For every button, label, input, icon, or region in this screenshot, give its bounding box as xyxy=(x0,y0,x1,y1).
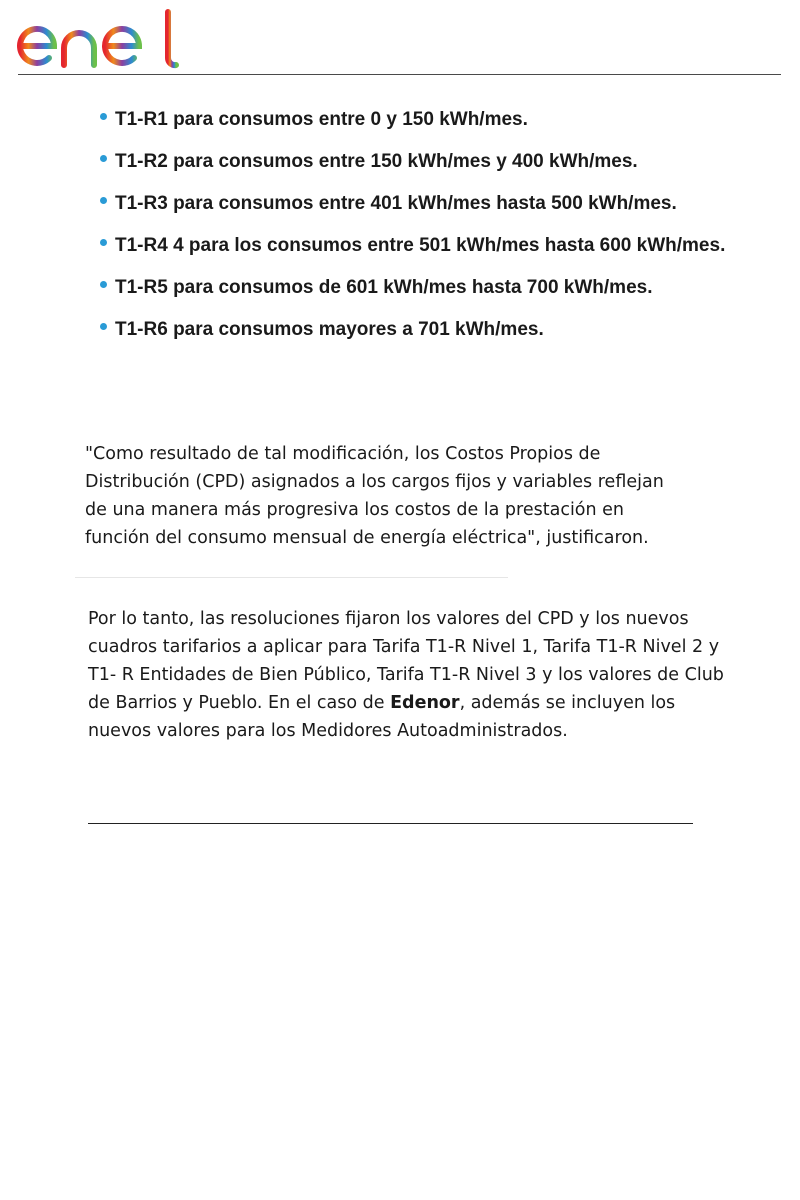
tariff-text: T1-R4 4 para los consumos entre 501 kWh/mes hasta 600 kWh/mes. xyxy=(115,235,726,256)
bullet-dot-icon xyxy=(100,281,107,288)
bullet-dot-icon xyxy=(100,155,107,162)
enel-logo[interactable] xyxy=(16,8,180,70)
tariff-list-item xyxy=(100,146,740,178)
bullet-dot-icon xyxy=(100,323,107,330)
tariff-text: T1-R2 para consumos entre 150 kWh/mes y 400 kWh/mes. xyxy=(115,151,638,172)
tariff-text: T1-R6 para consumos mayores a 701 kWh/mes. xyxy=(115,319,544,340)
tariff-list-item xyxy=(100,272,740,304)
tariff-list-item xyxy=(100,230,740,262)
tariff-text: T1-R1 para consumos entre 0 y 150 kWh/mes. xyxy=(115,109,528,130)
paragraph-text-after: , además se incluyen los nuevos valores para los Medidores Autoadministrados. xyxy=(88,693,676,741)
body-paragraph xyxy=(88,605,728,745)
paragraph-text-before: Por lo tanto, las resoluciones fijaron los valores del CPD y los nuevos cuadros tarifarios a aplicar para Tarifa T1-R Nivel 1, Tarifa T1-R Nivel 2 y T1- R Entidades de Bien Público, Tarifa T1-R Nivel 3 y los valores de Club de Barrios y Pueblo. En el caso de xyxy=(88,609,724,713)
header-divider xyxy=(18,74,781,75)
tariff-list xyxy=(100,104,740,356)
footer-divider xyxy=(88,823,693,824)
tariff-text: T1-R3 para consumos entre 401 kWh/mes hasta 500 kWh/mes. xyxy=(115,193,677,214)
quote-divider xyxy=(75,577,508,578)
tariff-text: T1-R5 para consumos de 601 kWh/mes hasta 700 kWh/mes. xyxy=(115,277,653,298)
edenor-bold-text: Edenor xyxy=(390,693,460,713)
quote-paragraph: "Como resultado de tal modificación, los Costos Propios de Distribución (CPD) asignados a los cargos fijos y variables reflejan de una manera más progresiva los costos de la prestación en función del consumo mensual de energía eléctrica", justificaron. xyxy=(85,444,664,548)
bullet-dot-icon xyxy=(100,239,107,246)
page-header xyxy=(0,0,800,76)
bullet-dot-icon xyxy=(100,197,107,204)
tariff-list-item xyxy=(100,314,740,346)
bullet-dot-icon xyxy=(100,113,107,120)
tariff-list-item xyxy=(100,188,740,220)
tariff-list-item xyxy=(100,104,740,136)
